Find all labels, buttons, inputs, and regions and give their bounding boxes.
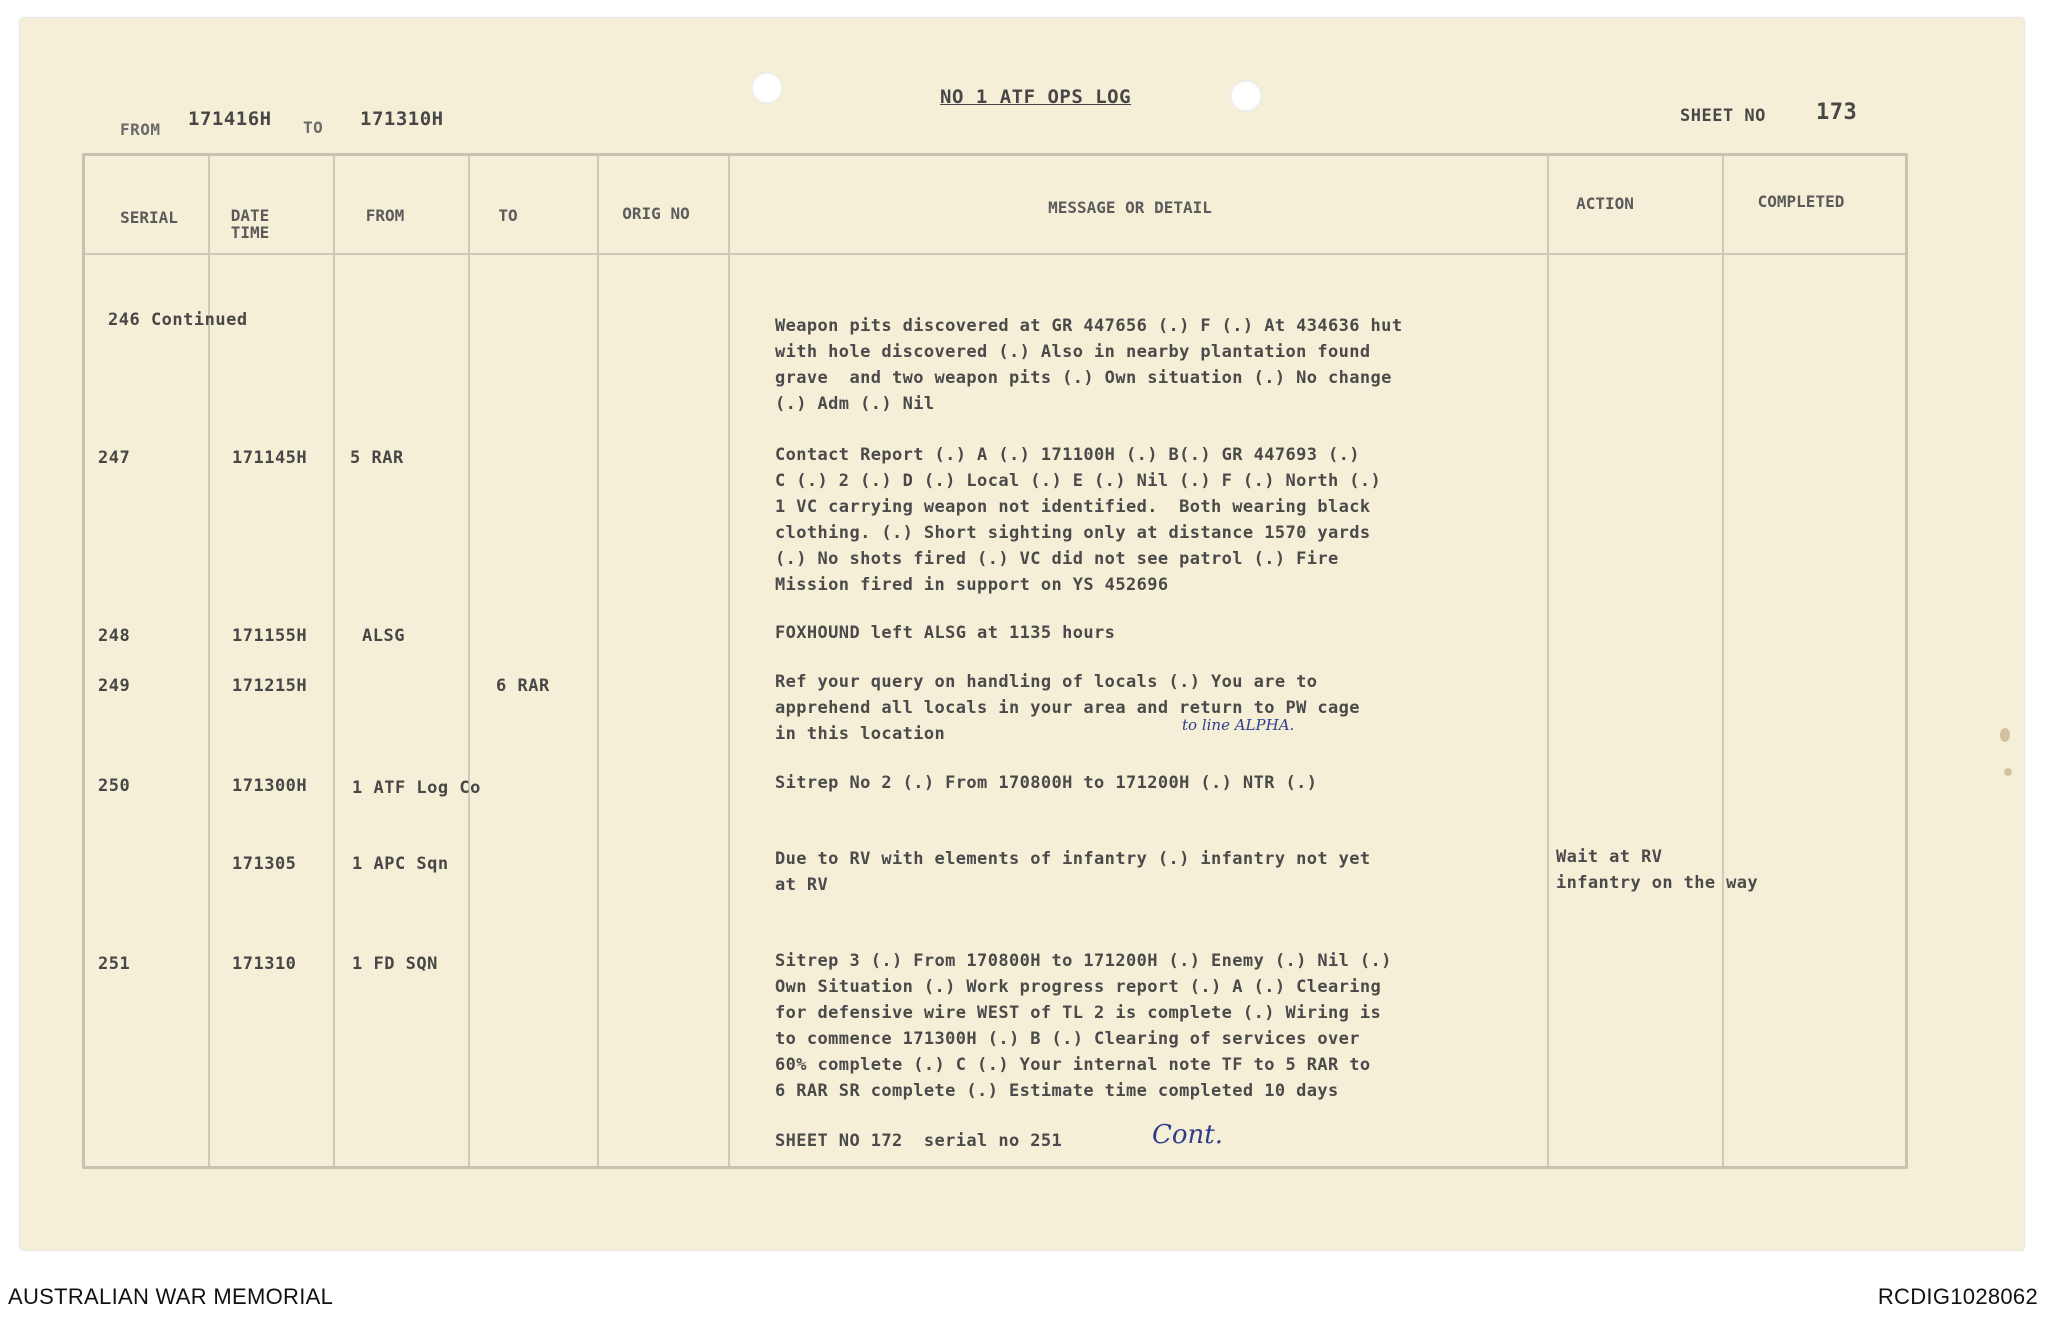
message-line: 60% complete (.) C (.) Your internal note TF to 5 RAR to: [775, 1055, 1371, 1075]
message-line: apprehend all locals in your area and return to PW cage: [775, 698, 1360, 718]
message-line: 1 VC carrying weapon not identified. Both wearing black: [775, 497, 1371, 517]
message-line: (.) Adm (.) Nil: [775, 394, 935, 414]
serial-cell: 248: [98, 626, 131, 646]
message-line: at RV: [775, 875, 829, 895]
date-time-cell: 171145H: [232, 448, 308, 468]
from-label: FROM: [120, 120, 161, 139]
column-divider: [1722, 156, 1724, 1166]
date-time-cell: 171300H: [232, 776, 308, 796]
serial-cell: 249: [98, 676, 131, 696]
message-line: 6 RAR SR complete (.) Estimate time completed 10 days: [775, 1081, 1339, 1101]
col-header-from: FROM: [365, 206, 405, 225]
to-value: 171310H: [360, 108, 444, 130]
from-cell: 1 APC Sqn: [352, 854, 449, 874]
message-line: Mission fired in support on YS 452696: [775, 575, 1169, 595]
handwritten-cont: Cont.: [1152, 1120, 1224, 1150]
to-cell: 6 RAR: [496, 676, 550, 696]
serial-cell: 247: [98, 448, 131, 468]
col-header-to: TO: [498, 206, 518, 225]
message-line: (.) No shots fired (.) VC did not see patrol (.) Fire: [775, 549, 1339, 569]
date-time-cell: 171310: [232, 954, 297, 974]
column-divider: [597, 156, 599, 1166]
message-line: C (.) 2 (.) D (.) Local (.) E (.) Nil (.) F (.) North (.): [775, 471, 1382, 491]
message-cell: [775, 948, 1392, 1104]
from-value: 171416H: [188, 108, 272, 130]
stain: [2004, 768, 2012, 776]
col-header-action: ACTION: [1576, 194, 1634, 213]
col-header-orig-no: ORIG NO: [622, 204, 690, 223]
message-cell: [775, 669, 1360, 747]
message-cell: [775, 846, 1371, 898]
col-header-completed: COMPLETED: [1757, 192, 1845, 211]
col-header-serial: SERIAL: [120, 208, 178, 227]
continuation-line: SHEET NO 172 serial no 251: [775, 1131, 1063, 1151]
message-cell: [775, 770, 1317, 796]
punch-hole: [751, 72, 783, 104]
column-divider: [1547, 156, 1549, 1166]
from-cell: 1 ATF Log Co: [352, 778, 481, 798]
column-divider: [333, 156, 335, 1166]
date-time-cell: 171305: [232, 854, 297, 874]
to-label: TO: [303, 118, 324, 137]
message-cell: [775, 442, 1381, 598]
message-line: Sitrep No 2 (.) From 170800H to 171200H (.) NTR (.): [775, 773, 1318, 793]
action-cell: [1556, 844, 1758, 896]
col-header-message: MESSAGE OR DETAIL: [1048, 198, 1212, 217]
date-time-cell: 171215H: [232, 676, 308, 696]
from-cell: 5 RAR: [350, 448, 404, 468]
message-line: Weapon pits discovered at GR 447656 (.) F (.) At 434636 hut: [775, 316, 1403, 336]
message-line: grave and two weapon pits (.) Own situation (.) No change: [775, 368, 1392, 388]
serial-cell: 250: [98, 776, 131, 796]
stain: [2000, 728, 2010, 742]
page-title: NO 1 ATF OPS LOG: [940, 86, 1132, 108]
message-line: FOXHOUND left ALSG at 1135 hours: [775, 623, 1116, 643]
message-line: Ref your query on handling of locals (.) You are to: [775, 672, 1318, 692]
footer-source: AUSTRALIAN WAR MEMORIAL: [8, 1284, 334, 1309]
action-line: infantry on the way: [1556, 873, 1759, 893]
sheet-label: SHEET NO: [1680, 106, 1766, 126]
col-header-date-time: DATE TIME: [230, 206, 270, 242]
continuation-note: [775, 1128, 1062, 1154]
message-cell: [775, 620, 1115, 646]
handwritten-insert: to line ALPHA.: [1182, 716, 1295, 734]
date-time-cell: 171155H: [232, 626, 308, 646]
message-line: for defensive wire WEST of TL 2 is complete (.) Wiring is: [775, 1003, 1382, 1023]
message-line: Sitrep 3 (.) From 170800H to 171200H (.) Enemy (.) Nil (.): [775, 951, 1392, 971]
action-line: Wait at RV: [1556, 847, 1663, 867]
header-rule: [85, 253, 1905, 255]
message-line: Own Situation (.) Work progress report (.) A (.) Clearing: [775, 977, 1382, 997]
punch-hole: [1230, 80, 1262, 112]
serial-cell: 251: [98, 954, 131, 974]
message-line: in this location: [775, 724, 946, 744]
message-cell: [775, 313, 1402, 417]
message-line: clothing. (.) Short sighting only at distance 1570 yards: [775, 523, 1371, 543]
column-divider: [468, 156, 470, 1166]
from-cell: 1 FD SQN: [352, 954, 438, 974]
column-divider: [208, 156, 210, 1166]
footer-id: RCDIG1028062: [1877, 1284, 2038, 1309]
message-line: to commence 171300H (.) B (.) Clearing of services over: [775, 1029, 1360, 1049]
serial-cell: 246 Continued: [108, 310, 248, 330]
message-line: Due to RV with elements of infantry (.) infantry not yet: [775, 849, 1371, 869]
message-line: with hole discovered (.) Also in nearby plantation found: [775, 342, 1371, 362]
sheet-value: 173: [1816, 100, 1858, 125]
column-divider: [728, 156, 730, 1166]
from-cell: ALSG: [362, 626, 405, 646]
message-line: Contact Report (.) A (.) 171100H (.) B(.) GR 447693 (.): [775, 445, 1360, 465]
